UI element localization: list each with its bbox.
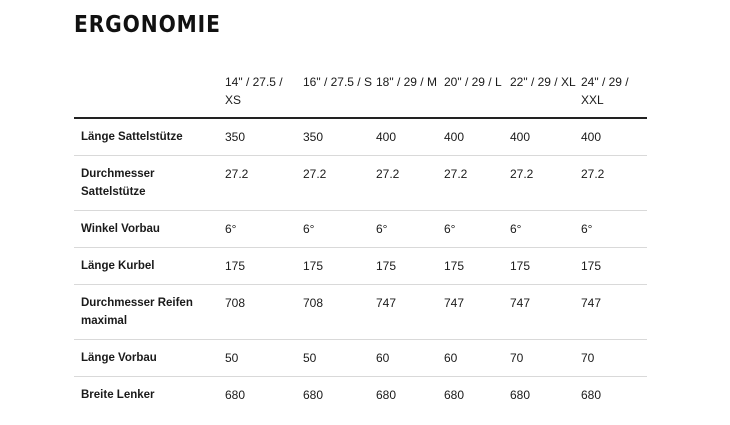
ergonomics-table <box>74 70 647 413</box>
row-label: Winkel Vorbau <box>74 211 225 248</box>
table-cell: 6° <box>376 211 444 248</box>
table-row <box>74 118 647 156</box>
table-cell: 350 <box>303 118 376 156</box>
table-cell: 175 <box>225 248 303 285</box>
table-row <box>74 248 647 285</box>
table-cell: 6° <box>303 211 376 248</box>
table-cell: 680 <box>444 388 465 402</box>
row-label: Länge Sattelstütze <box>74 118 225 156</box>
column-header: 16" / 27.5 / S <box>303 70 376 118</box>
table-cell: 747 <box>510 285 581 340</box>
row-label: Durchmesser Reifen maximal <box>74 285 225 340</box>
table-cell: 680 <box>581 388 602 402</box>
row-label: Länge Vorbau <box>74 340 225 377</box>
table-row <box>74 377 647 414</box>
table-row <box>74 156 647 211</box>
column-header: 22" / 29 / XL <box>510 70 581 118</box>
table-cell: 27.2 <box>225 156 303 211</box>
table-cell: 6° <box>225 211 303 248</box>
table-cell: 6° <box>444 211 510 248</box>
table-cell: 400 <box>376 118 444 156</box>
column-header: 24" / 29 / XXL <box>581 70 647 118</box>
table-cell: 680 <box>376 388 397 402</box>
table-cell: 680 <box>303 388 324 402</box>
table-cell: 400 <box>581 118 647 156</box>
table-cell: 60 <box>376 340 444 377</box>
table-cell: 27.2 <box>376 156 444 211</box>
table-cell: 747 <box>444 285 510 340</box>
table-row <box>74 340 647 377</box>
table-cell: 175 <box>510 248 581 285</box>
table-cell: 400 <box>444 118 510 156</box>
table-cell: 175 <box>444 248 510 285</box>
table-cell: 680 <box>510 388 531 402</box>
table-cell: 175 <box>581 248 647 285</box>
table-cell: 70 <box>510 340 581 377</box>
table-cell: 6° <box>581 211 647 248</box>
table-row <box>74 285 647 340</box>
column-header: 14" / 27.5 / XS <box>225 70 303 118</box>
row-label: Breite Lenker <box>81 389 155 401</box>
table-cell: 27.2 <box>444 156 510 211</box>
table-cell: 708 <box>303 285 376 340</box>
table-cell: 175 <box>376 248 444 285</box>
column-header: 18" / 29 / M <box>376 70 444 118</box>
table-cell: 350 <box>225 118 303 156</box>
row-label: Länge Kurbel <box>74 248 225 285</box>
table-cell: 708 <box>225 285 303 340</box>
table-cell: 175 <box>303 248 376 285</box>
table-cell: 400 <box>510 118 581 156</box>
table-cell: 747 <box>581 285 647 340</box>
table-cell: 747 <box>376 285 444 340</box>
table-cell: 680 <box>225 388 246 402</box>
page-title: ERGONOMIE <box>74 12 221 38</box>
table-cell: 50 <box>225 340 303 377</box>
table-cell: 27.2 <box>581 156 647 211</box>
table-header-row <box>74 70 647 118</box>
row-label: Durchmesser Sattelstütze <box>74 156 225 211</box>
table-cell: 27.2 <box>303 156 376 211</box>
table-cell: 60 <box>444 340 510 377</box>
table-row <box>74 211 647 248</box>
table-cell: 27.2 <box>510 156 581 211</box>
table-cell: 70 <box>581 340 647 377</box>
table-cell: 50 <box>303 340 376 377</box>
table-cell: 6° <box>510 211 581 248</box>
column-header: 20" / 29 / L <box>444 70 510 118</box>
column-header <box>74 70 225 118</box>
